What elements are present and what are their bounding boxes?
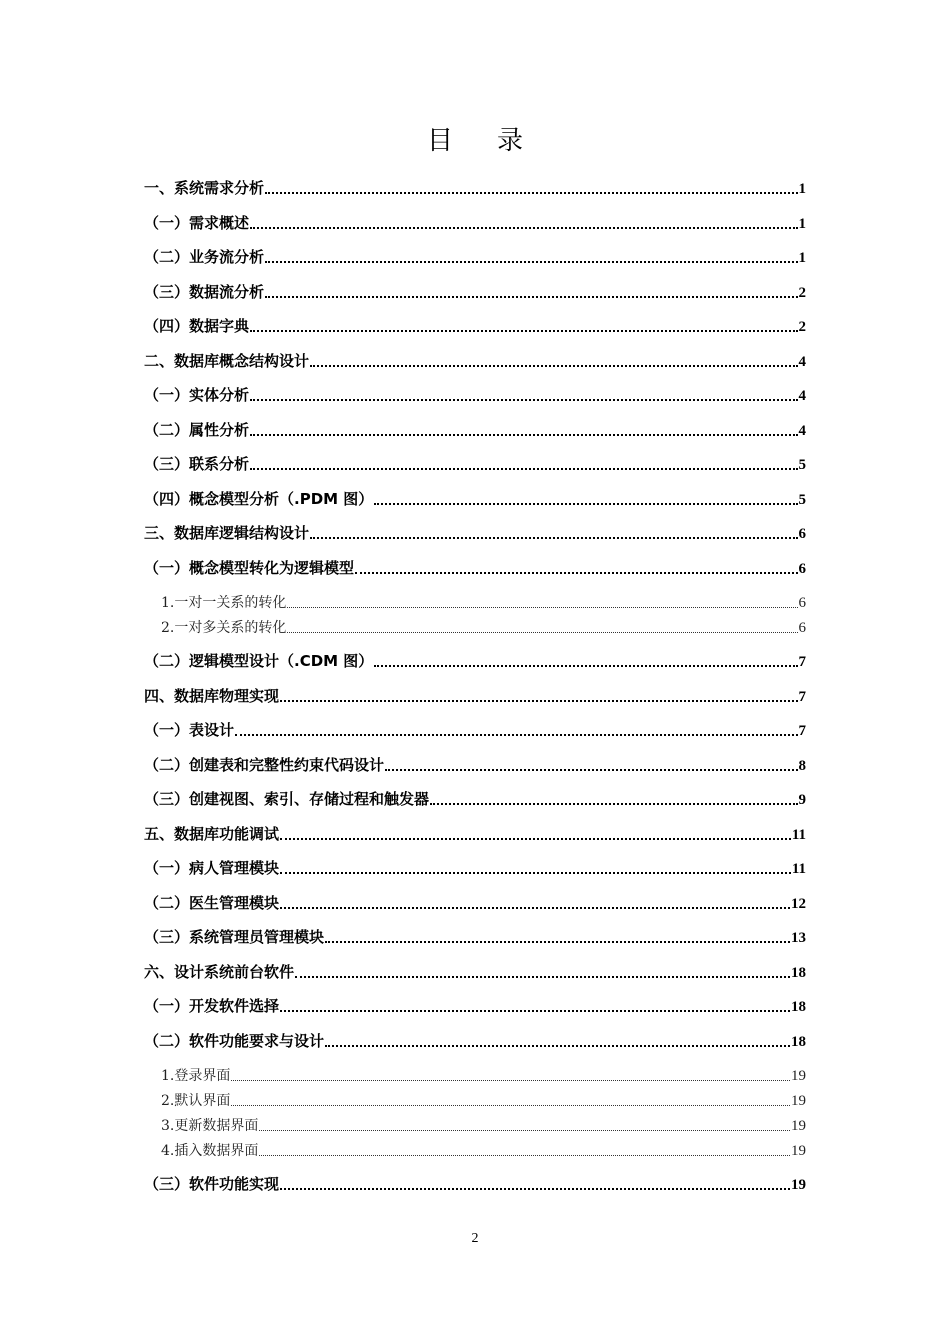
toc-entry-page: 6 xyxy=(798,620,806,636)
toc-entry-page: 2 xyxy=(798,285,806,301)
toc-entry-page: 7 xyxy=(798,723,806,739)
toc-entry-page: 4 xyxy=(798,354,806,370)
toc-entry[interactable] xyxy=(144,280,806,302)
toc-entry-title: （一）实体分析 xyxy=(144,386,250,404)
toc-entry-title: 3.更新数据界面 xyxy=(161,1118,259,1134)
toc-entry-title: 一、系统需求分析 xyxy=(144,179,265,197)
toc-entry-page: 11 xyxy=(791,861,806,877)
toc-entry[interactable] xyxy=(144,452,806,474)
toc-entry-title: 2.一对多关系的转化 xyxy=(161,620,287,636)
toc-dot-leader xyxy=(280,700,797,702)
toc-dot-leader xyxy=(280,907,790,909)
toc-entry-title: 六、设计系统前台软件 xyxy=(144,963,295,981)
toc-entry[interactable] xyxy=(144,1113,806,1135)
toc-entry-page: 4 xyxy=(798,388,806,404)
toc-entry-title: （三）创建视图、索引、存储过程和触发器 xyxy=(144,790,430,808)
toc-entry-title: （二）逻辑模型设计（.CDM 图） xyxy=(144,652,374,670)
toc-entry[interactable] xyxy=(144,1063,806,1085)
toc-entry-page: 12 xyxy=(791,896,806,912)
toc-dot-leader xyxy=(295,976,790,978)
toc-entry-page: 18 xyxy=(791,1034,806,1050)
toc-dot-leader xyxy=(265,261,797,263)
toc-entry-page: 1 xyxy=(798,216,806,232)
toc-dot-leader xyxy=(430,803,797,805)
toc-entry-title: 三、数据库逻辑结构设计 xyxy=(144,524,310,542)
toc-entry-title: 二、数据库概念结构设计 xyxy=(144,352,310,370)
toc-dot-leader xyxy=(235,734,797,736)
toc-entry[interactable] xyxy=(144,1138,806,1160)
toc-entry[interactable] xyxy=(144,856,806,878)
toc-dot-leader xyxy=(259,1155,790,1156)
toc-entry-title: （一）开发软件选择 xyxy=(144,997,280,1015)
toc-dot-leader xyxy=(287,607,797,608)
toc-entry-title: 五、数据库功能调试 xyxy=(144,825,280,843)
toc-entry-page: 19 xyxy=(791,1068,806,1084)
toc-dot-leader xyxy=(280,872,791,874)
toc-entry-title: （二）创建表和完整性约束代码设计 xyxy=(144,756,385,774)
toc-entry[interactable] xyxy=(144,383,806,405)
page-number: 2 xyxy=(471,1231,479,1246)
toc-entry-page: 19 xyxy=(791,1093,806,1109)
toc-dot-leader xyxy=(310,365,797,367)
toc-dot-leader xyxy=(250,399,797,401)
toc-entry[interactable] xyxy=(144,718,806,740)
toc-entry-title: （二）属性分析 xyxy=(144,421,250,439)
toc-dot-leader xyxy=(374,503,797,505)
toc-entry-title: （三）联系分析 xyxy=(144,455,250,473)
toc-dot-leader xyxy=(280,1188,790,1190)
toc-dot-leader xyxy=(310,537,797,539)
toc-dot-leader xyxy=(355,572,797,574)
toc-entry[interactable] xyxy=(144,1172,806,1194)
page-title: 目录 xyxy=(426,126,567,156)
toc-entry-page: 11 xyxy=(791,827,806,843)
toc-entry-page: 5 xyxy=(798,492,806,508)
toc-entry-page: 5 xyxy=(798,457,806,473)
toc-entry-page: 19 xyxy=(791,1143,806,1159)
toc-entry-title: （四）数据字典 xyxy=(144,317,250,335)
toc-entry-title: （四）概念模型分析（.PDM 图） xyxy=(144,490,374,508)
toc-entry-title: （二）软件功能要求与设计 xyxy=(144,1032,325,1050)
toc-entry-page: 1 xyxy=(798,250,806,266)
toc-dot-leader xyxy=(265,296,797,298)
toc-entry-page: 18 xyxy=(791,999,806,1015)
toc-entry-title: （三）系统管理员管理模块 xyxy=(144,928,325,946)
toc-entry[interactable] xyxy=(144,615,806,637)
toc-entry[interactable] xyxy=(144,556,806,578)
toc-entry[interactable] xyxy=(144,487,806,509)
toc-entry[interactable] xyxy=(144,211,806,233)
toc-entry-title: 4.插入数据界面 xyxy=(161,1143,259,1159)
toc-dot-leader xyxy=(265,192,797,194)
toc-entry-title: （一）病人管理模块 xyxy=(144,859,280,877)
toc-entry[interactable] xyxy=(144,176,806,198)
toc-entry-title: （三）软件功能实现 xyxy=(144,1175,280,1193)
toc-entry[interactable] xyxy=(144,925,806,947)
toc-entry-title: 2.默认界面 xyxy=(161,1093,231,1109)
toc-entry-title: （二）业务流分析 xyxy=(144,248,265,266)
toc-entry-title: 1.一对一关系的转化 xyxy=(161,595,287,611)
toc-entry[interactable] xyxy=(144,684,806,706)
toc-entry-page: 13 xyxy=(791,930,806,946)
toc-entry[interactable] xyxy=(144,1088,806,1110)
toc-dot-leader xyxy=(231,1080,790,1081)
toc-entry-page: 18 xyxy=(791,965,806,981)
toc-entry-title: 四、数据库物理实现 xyxy=(144,687,280,705)
toc-entry[interactable] xyxy=(144,245,806,267)
toc-dot-leader xyxy=(259,1130,790,1131)
toc-dot-leader xyxy=(385,769,797,771)
toc-entry-page: 7 xyxy=(798,654,806,670)
toc-dot-leader xyxy=(250,227,797,229)
toc-dot-leader xyxy=(250,468,797,470)
toc-entry-title: （一）概念模型转化为逻辑模型 xyxy=(144,559,355,577)
toc-dot-leader xyxy=(374,665,797,667)
toc-dot-leader xyxy=(325,941,790,943)
toc-dot-leader xyxy=(325,1045,790,1047)
toc-entry[interactable] xyxy=(144,418,806,440)
toc-entry-title: （一）需求概述 xyxy=(144,214,250,232)
toc-entry[interactable] xyxy=(144,590,806,612)
toc-dot-leader xyxy=(280,1010,790,1012)
toc-entry-page: 8 xyxy=(798,758,806,774)
toc-dot-leader xyxy=(250,330,797,332)
toc-entry[interactable] xyxy=(144,994,806,1016)
toc-entry-page: 4 xyxy=(798,423,806,439)
toc-entry[interactable] xyxy=(144,960,806,982)
toc-entry-page: 6 xyxy=(798,526,806,542)
toc-entry[interactable] xyxy=(144,1029,806,1051)
toc-entry-page: 19 xyxy=(791,1118,806,1134)
toc-entry-page: 1 xyxy=(798,181,806,197)
toc-entry-title: （二）医生管理模块 xyxy=(144,894,280,912)
toc-dot-leader xyxy=(231,1105,790,1106)
toc-entry-page: 7 xyxy=(798,689,806,705)
toc-entry[interactable] xyxy=(144,649,806,671)
toc-entry[interactable] xyxy=(144,753,806,775)
toc-entry[interactable] xyxy=(144,521,806,543)
toc-dot-leader xyxy=(280,838,791,840)
toc-entry[interactable] xyxy=(144,787,806,809)
toc-entry[interactable] xyxy=(144,891,806,913)
toc-entry-title: （一）表设计 xyxy=(144,721,235,739)
toc-entry-page: 19 xyxy=(791,1177,806,1193)
toc-entry-page: 6 xyxy=(798,595,806,611)
toc-dot-leader xyxy=(250,434,797,436)
toc-entry-page: 6 xyxy=(798,561,806,577)
toc-entry[interactable] xyxy=(144,314,806,336)
toc-entry[interactable] xyxy=(144,822,806,844)
toc-entry[interactable] xyxy=(144,349,806,371)
toc-entry-title: （三）数据流分析 xyxy=(144,283,265,301)
toc-entry-page: 2 xyxy=(798,319,806,335)
toc-entry-title: 1.登录界面 xyxy=(161,1068,231,1084)
toc-dot-leader xyxy=(287,632,797,633)
toc-entry-page: 9 xyxy=(798,792,806,808)
